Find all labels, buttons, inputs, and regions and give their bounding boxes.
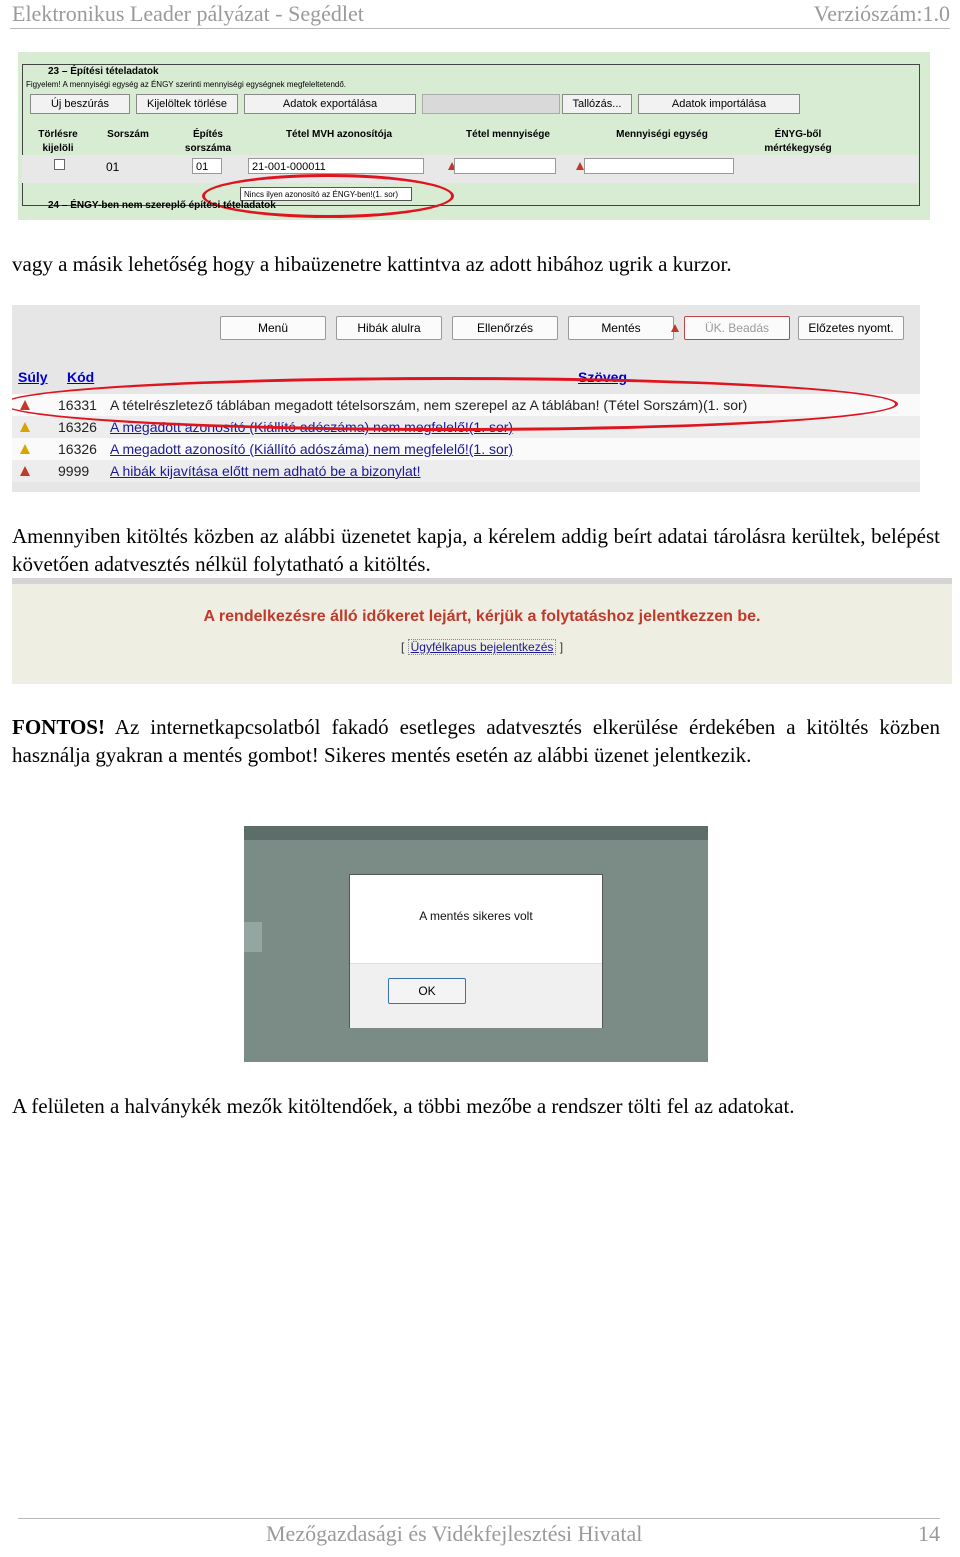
alert-message: A mentés sikeres volt — [419, 909, 533, 923]
col-tetel-mennyisege: Tétel mennyisége — [466, 129, 550, 140]
warning-icon — [20, 444, 30, 454]
login-link[interactable]: Ügyfélkapus bejelentkezés — [408, 639, 557, 655]
paragraph-2: Amennyiben kitöltés közben az alábbi üzenetet kapja, a kérelem addig beírt adatai tárolásra kerültek, belépést követően adatvesztés nélkül folytatható a kitöltés. — [12, 524, 940, 576]
left-edge — [244, 922, 262, 952]
delete-checkbox[interactable] — [54, 159, 65, 170]
submit-button[interactable]: ÜK. Beadás — [684, 316, 790, 340]
file-path-field[interactable] — [422, 94, 560, 114]
import-data-button[interactable]: Adatok importálása — [638, 94, 800, 114]
page-header — [10, 0, 950, 29]
save-button[interactable]: Mentés — [568, 316, 674, 340]
footer-org: Mezőgazdasági és Vidékfejlesztési Hivatal — [266, 1521, 643, 1546]
paragraph-4: A felületen a halványkék mezők kitöltendőek, a többi mezőbe a rendszer tölti fel az adatokat. — [12, 1094, 795, 1118]
error-text[interactable]: A tételrészletező táblában megadott tételsorszám, nem szerepel az A táblában! (Tétel Sorszám)(1. sor) — [110, 397, 748, 413]
export-data-button[interactable]: Adatok exportálása — [244, 94, 416, 114]
paragraph-1: vagy a másik lehetőség hogy a hibaüzenetre kattintva az adott hibához ugrik a kurzor. — [12, 252, 732, 276]
login-link-wrapper: [ Ügyfélkapus bejelentkezés ] — [400, 640, 564, 654]
error-code: 16326 — [58, 419, 97, 435]
page-footer — [18, 1518, 940, 1557]
alert-dialog — [349, 874, 603, 1028]
mennyisegi-egyseg-field[interactable] — [584, 158, 734, 174]
epites-sorszama-field[interactable]: 01 — [192, 158, 222, 174]
error-code: 16326 — [58, 441, 97, 457]
timeout-message: A rendelkezésre álló időkeret lejárt, kérjük a folytatáshoz jelentkezzen be. — [203, 608, 761, 625]
top-strip — [244, 826, 708, 840]
paragraph-3 — [12, 713, 940, 769]
header-version: Verziószám:1.0 — [813, 1, 950, 26]
section-note: Figyelem! A mennyiségi egység az ÉNGY szerinti mennyiségi egységnek megfeleltetendő. — [26, 80, 347, 89]
row-sorszam: 01 — [106, 160, 120, 174]
col-suly[interactable]: Súly — [18, 369, 48, 385]
error-text[interactable]: A megadott azonosító (Kiállító adószáma) nem megfelelő!(1. sor) — [110, 441, 514, 457]
check-button[interactable]: Ellenőrzés — [452, 316, 558, 340]
error-tooltip: Nincs ilyen azonosító az ÉNGY-ben!(1. sor) — [240, 187, 412, 201]
section2-title: 24 – ÉNGY-ben nem szereplő építési tételadatok — [48, 200, 276, 211]
col-enyg-mertekegyseg: ÉNYG-ből mértékegység — [764, 129, 832, 154]
error-row[interactable] — [12, 460, 920, 482]
col-mennyisegi-egyseg: Mennyiségi egység — [616, 129, 708, 140]
highlight-oval — [12, 377, 898, 431]
error-text[interactable]: A megadott azonosító (Kiállító adószáma) nem megfelelő!(1. sor) — [110, 419, 514, 435]
col-torlesre: Törlésre kijelöli — [38, 129, 78, 154]
menu-button[interactable]: Menü — [220, 316, 326, 340]
col-epites-sorszama: Építés sorszáma — [184, 129, 232, 154]
screenshot-save-success — [244, 826, 708, 1062]
ok-button[interactable]: OK — [388, 978, 466, 1004]
tetel-mennyisege-field[interactable] — [454, 158, 556, 174]
warning-icon — [671, 324, 679, 332]
col-sorszam: Sorszám — [107, 129, 149, 140]
col-szoveg[interactable]: Szöveg — [578, 369, 628, 385]
error-code: 9999 — [58, 463, 90, 479]
new-insert-button[interactable]: Új beszúrás — [30, 94, 130, 114]
mvh-azonosito-field[interactable]: 21-001-000011 — [248, 158, 424, 174]
important-label: FONTOS! — [12, 715, 105, 739]
paragraph-3-text: Az internetkapcsolatból fakadó esetleges adatvesztés elkerülése érdekében a kitöltés közben használja gyakran a mentés gombot! Sikeres mentés esetén az alábbi üzenet jelentkezik. — [12, 715, 940, 767]
error-code: 16331 — [58, 397, 97, 413]
top-strip — [12, 578, 952, 584]
preview-print-button[interactable]: Előzetes nyomt. — [798, 316, 904, 340]
page-number: 14 — [918, 1521, 940, 1546]
error-text[interactable]: A hibák kijavítása előtt nem adható be a bizonylat! — [110, 463, 421, 479]
warning-icon — [20, 422, 30, 432]
delete-selected-button[interactable]: Kijelöltek törlése — [136, 94, 238, 114]
screenshot-timeout-message — [12, 578, 952, 684]
header-title: Elektronikus Leader pályázat - Segédlet — [12, 1, 364, 26]
error-row[interactable] — [12, 438, 920, 460]
screenshot-tetel-form — [18, 52, 930, 220]
screenshot-error-list — [12, 305, 920, 492]
browse-button[interactable]: Tallózás... — [562, 94, 632, 114]
col-mvh-azonosito: Tétel MVH azonosítója — [285, 129, 393, 140]
warning-icon — [576, 162, 584, 170]
errors-bottom-button[interactable]: Hibák alulra — [336, 316, 442, 340]
error-icon — [20, 466, 30, 476]
highlight-oval — [202, 174, 454, 218]
section-title: 23 – Építési tételadatok — [48, 66, 159, 77]
col-kod[interactable]: Kód — [67, 369, 95, 385]
